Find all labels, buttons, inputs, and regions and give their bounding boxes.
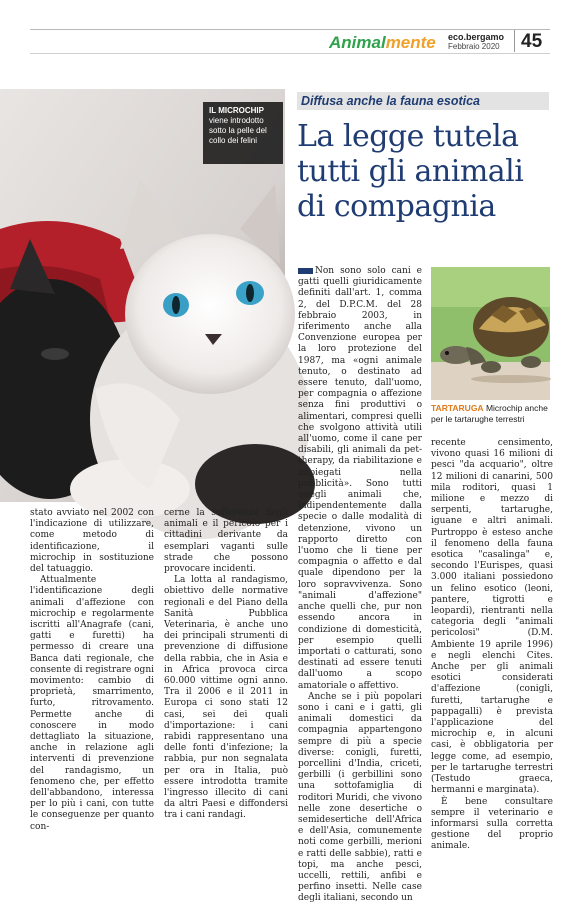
publication-name: eco.bergamo <box>448 32 505 42</box>
col2-paragraph-2: La lotta al randagismo, obiettivo delle normative regionali e del Piano della Sanità Pubblica Veterinaria, è anche uno dei principali strumenti di prevenzione di diffusione della rabbia, che in Asia e in Africa provoca circa 60.000 vittime ogni anno. Tra il 2006 e il 2011 in Europa ci sono stati 12 casi, sei dei quali d'importazione: i cani rabidi rappresentano una delle fonti d'infezione; la rabbia, pur non segnalata per ora in Italia, può essere introdotta tramite l'ingresso illecito di cani da altri Paesi e diffondersi tra i cani randagi. <box>164 575 288 821</box>
article-kicker: Diffusa anche la fauna esotica <box>297 92 549 110</box>
tortoise-illustration <box>431 267 550 400</box>
section-name <box>329 33 436 53</box>
photo-caption-text: viene introdotto sotto la pelle del collo dei felini <box>209 116 267 145</box>
col4-paragraph-2: È bene consultare sempre il veterinario e informarsi sulla corretta gestione del proprio animale. <box>431 796 553 852</box>
header-bottom-rule <box>30 53 550 54</box>
col3-paragraph-1: Non sono solo cani e gatti quelli giuridicamente definiti dall'art. 1, comma 2, del D.P.C.M. del 28 febbraio 2003, in riferimento anche alla Convenzione europea per la loro protezione del 1987, ma «ogni animale tenuto, o destinato ad essere tenuto, dall'uomo, per compagnia o affezione senza fini produttivi o alimentari, compresi quelli che svolgono attività utili all'uomo, come il cane per disabili, gli animali da pet-therapy, da riabilitazione e impiegati nella pubblicità». Sono tutti quegli animali che, indipendentemente dalla specie o dalle modalità di detenzione, vivono un rapporto diretto con l'uomo che li tiene per compagnia o affetto e dal quale dipendono per la loro sopravvivenza. Sono "animali d'affezione" anche quelli che, pur non essendo ancora in condizione di domesticità, per esempio quelli importati o catturati, sono destinati ad essere tenuti dall'uomo a scopo amatoriale o affettivo. <box>298 266 422 691</box>
col4-paragraph-1: recente censimento, vivono quasi 16 milioni di pesci "da acquario", oltre 12 milioni di canarini, 500 mila roditori, quasi 1 milione e mezzo di serpenti, tartarughe, iguane e altri animali. Purtroppo è esteso anche il fenomeno della fauna esotica "casalinga" e, secondo l'Eurispes, quasi 3.000 italiani possiedono un felino esotico (leoni, pantere, tigrotti e leopardi), rientranti nella categoria degli "animali pericolosi" (D.M. Ambiente 19 aprile 1996) e negli elenchi Cites. Anche per gli animali esotici considerati d'affezione (conigli, furetti, tartarughe e pappagalli) è prevista l'applicazione del microchip e, in alcuni casi, è obbligatoria per legge come, ad esempio, per le tartarughe terrestri (Testudo graeca, hermanni e marginata). <box>431 438 553 796</box>
page-number: 45 <box>521 31 543 52</box>
tortoise-caption-text: Microchip anche per le tartarughe terrestri <box>431 403 548 424</box>
section-name-part-1: Animal <box>329 33 386 52</box>
publication-block <box>448 32 504 52</box>
issue-date: Febbraio 2020 <box>448 42 500 51</box>
article-column-4 <box>431 438 553 853</box>
tortoise-caption <box>431 403 553 424</box>
col1-paragraph-2: Attualmente l'identificazione degli animali d'affezione con microchip e regolarmente iscritti all'Anagrafe (cani, gatti e furetti) ha permesso di creare una Banca dati regionale, che consente di registrare ogni movimento: cambio di proprietà, smarrimento, furto, ritrovamento. Permette anche di conoscere in modo dettagliato la situazione, anche in relazione agli interventi di prevenzione del randagismo, un fenomeno che, per effetto dell'abbandono, interessa per lo più i cani, con tutte le conseguenze per quanto con- <box>30 575 154 832</box>
photo-caption <box>203 102 283 164</box>
col3-paragraph-2: Anche se i più popolari sono i cani e i gatti, gli animali domestici da compagnia appartengono sempre di più a specie diverse: conigli, furetti, porcellini d'India, criceti, gerbilli (i gerbillini sono una sottofamiglia di roditori Muridi, che vivono nelle zone desertiche o semidesertiche dell'Africa e dell'Asia, comunemente noti come gerbilli, merioni e ratti delle sabbie), ratti e topi, ma anche pesci, uccelli, rettili, anfibi e perfino insetti. Nelle case degli italiani, secondo un <box>298 691 422 904</box>
article-column-3 <box>298 266 422 905</box>
article-column-2 <box>164 508 288 822</box>
lead-square-icon <box>298 268 313 274</box>
header-separator <box>514 30 515 52</box>
article-paragraph <box>298 266 422 692</box>
col1-paragraph-1: stato avviato nel 2002 con l'indicazione di utilizzare, come metodo di identificazione, il microchip in sostituzione del tatuaggio. <box>30 508 154 575</box>
col2-paragraph-1: cerne la sofferenza degli animali e il pericolo per i cittadini derivante da esemplari vaganti sulle strade che possono provocare incidenti. <box>164 508 288 575</box>
article-column-1 <box>30 508 154 833</box>
tortoise-caption-label: TARTARUGA <box>431 403 484 413</box>
tortoise-photo <box>431 267 550 400</box>
header-top-rule <box>30 29 550 30</box>
section-name-part-2: mente <box>385 33 436 52</box>
photo-caption-label: IL MICROCHIP <box>209 106 264 115</box>
article-title: La legge tutela tutti gli animali di compagnia <box>297 119 524 224</box>
